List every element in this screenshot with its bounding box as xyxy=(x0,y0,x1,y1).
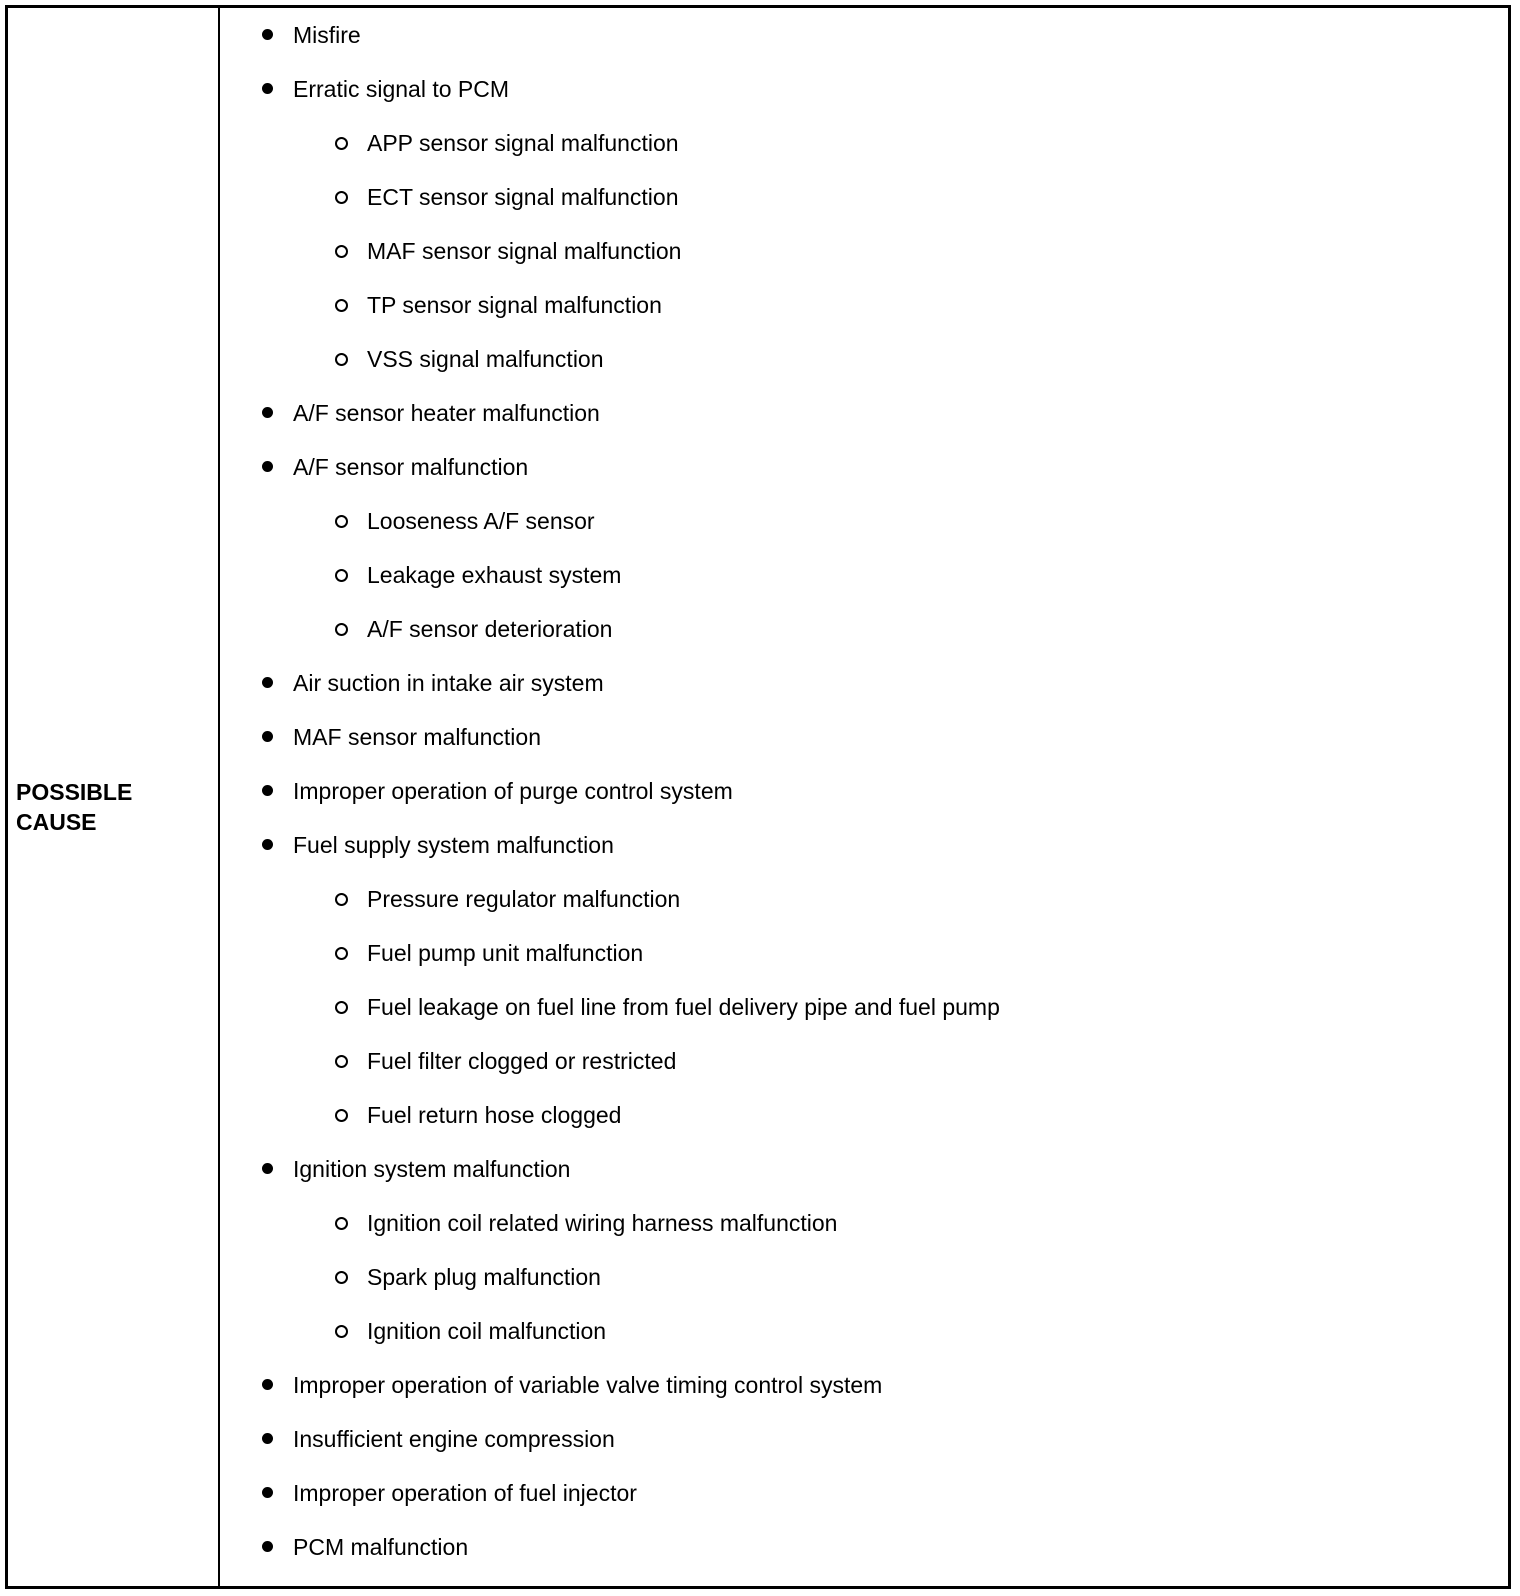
cause-text: TP sensor signal malfunction xyxy=(367,291,662,318)
cause-text: Fuel supply system malfunction xyxy=(293,831,614,858)
cause-text: Pressure regulator malfunction xyxy=(367,885,681,912)
open-bullet-icon xyxy=(335,353,348,366)
open-bullet-icon xyxy=(335,1325,348,1338)
cause-text: VSS signal malfunction xyxy=(367,345,604,372)
cause-subitem xyxy=(367,872,680,926)
cause-item xyxy=(293,1358,882,1412)
cause-subitem xyxy=(367,1034,676,1088)
cause-text: Erratic signal to PCM xyxy=(293,75,510,102)
cause-text: MAF sensor signal malfunction xyxy=(367,237,682,264)
open-bullet-icon xyxy=(335,137,348,150)
open-bullet-icon xyxy=(335,1217,348,1230)
cause-subitem xyxy=(367,494,595,548)
cause-text: Ignition system malfunction xyxy=(293,1155,571,1182)
cause-subitem xyxy=(367,332,604,386)
cause-item xyxy=(293,1412,615,1466)
open-bullet-icon xyxy=(335,1001,348,1014)
cause-text: Leakage exhaust system xyxy=(367,561,622,588)
cause-subitem xyxy=(367,1304,606,1358)
cause-item xyxy=(293,386,600,440)
cause-text: A/F sensor deterioration xyxy=(367,615,613,642)
open-bullet-icon xyxy=(335,245,348,258)
cause-text: Looseness A/F sensor xyxy=(367,507,595,534)
open-bullet-icon xyxy=(335,299,348,312)
cause-subitem xyxy=(367,1088,621,1142)
cause-list xyxy=(8,8,1508,1586)
row-label: POSSIBLE CAUSE xyxy=(16,779,133,835)
filled-bullet-icon xyxy=(262,29,273,40)
open-bullet-icon xyxy=(335,1055,348,1068)
filled-bullet-icon xyxy=(262,785,273,796)
cause-subitem xyxy=(367,1196,837,1250)
open-bullet-icon xyxy=(335,1109,348,1122)
cause-text: Fuel pump unit malfunction xyxy=(367,939,644,966)
cause-subitem xyxy=(367,116,679,170)
cause-text: Improper operation of fuel injector xyxy=(293,1479,637,1506)
cause-item xyxy=(293,8,361,62)
cause-item xyxy=(293,764,733,818)
filled-bullet-icon xyxy=(262,83,273,94)
filled-bullet-icon xyxy=(262,1163,273,1174)
open-bullet-icon xyxy=(335,515,348,528)
cause-item xyxy=(293,440,528,494)
cause-item xyxy=(293,62,509,116)
cause-text: Fuel filter clogged or restricted xyxy=(367,1047,677,1074)
filled-bullet-icon xyxy=(262,1487,273,1498)
cause-subitem xyxy=(367,224,681,278)
cause-text: APP sensor signal malfunction xyxy=(367,129,679,156)
cause-subitem xyxy=(367,278,662,332)
cause-text: Insufficient engine compression xyxy=(293,1425,615,1452)
cause-item xyxy=(293,710,541,764)
cause-text: Ignition coil malfunction xyxy=(367,1317,607,1344)
cause-item xyxy=(293,818,614,872)
filled-bullet-icon xyxy=(262,1379,273,1390)
filled-bullet-icon xyxy=(262,839,273,850)
cause-item xyxy=(293,1142,570,1196)
cause-item xyxy=(293,656,604,710)
cause-text: A/F sensor malfunction xyxy=(293,453,529,480)
cause-text: Air suction in intake air system xyxy=(293,669,604,696)
cause-subitem xyxy=(367,548,621,602)
cause-text: Spark plug malfunction xyxy=(367,1263,601,1290)
open-bullet-icon xyxy=(335,623,348,636)
cause-text: A/F sensor heater malfunction xyxy=(293,399,600,426)
cause-text: ECT sensor signal malfunction xyxy=(367,183,679,210)
cause-text: Fuel return hose clogged xyxy=(367,1101,622,1128)
open-bullet-icon xyxy=(335,893,348,906)
open-bullet-icon xyxy=(335,1271,348,1284)
cause-text: Improper operation of variable valve timing control system xyxy=(293,1371,883,1398)
cause-subitem xyxy=(367,926,643,980)
filled-bullet-icon xyxy=(262,407,273,418)
open-bullet-icon xyxy=(335,191,348,204)
cause-text: Improper operation of purge control system xyxy=(293,777,733,804)
filled-bullet-icon xyxy=(262,461,273,472)
cause-subitem xyxy=(367,170,679,224)
cause-text: MAF sensor malfunction xyxy=(293,723,541,750)
cause-text: Misfire xyxy=(293,21,361,48)
cause-text: Fuel leakage on fuel line from fuel delivery pipe and fuel pump xyxy=(367,993,1000,1020)
cause-subitem xyxy=(367,602,612,656)
cause-text: Ignition coil related wiring harness malfunction xyxy=(367,1209,838,1236)
cause-subitem xyxy=(367,1250,601,1304)
open-bullet-icon xyxy=(335,569,348,582)
possible-cause-table xyxy=(5,5,1511,1589)
cause-subitem xyxy=(367,980,1000,1034)
open-bullet-icon xyxy=(335,947,348,960)
filled-bullet-icon xyxy=(262,1541,273,1552)
filled-bullet-icon xyxy=(262,1433,273,1444)
filled-bullet-icon xyxy=(262,731,273,742)
cause-item xyxy=(293,1520,468,1574)
cause-text: PCM malfunction xyxy=(293,1533,469,1560)
filled-bullet-icon xyxy=(262,677,273,688)
cause-item xyxy=(293,1466,637,1520)
